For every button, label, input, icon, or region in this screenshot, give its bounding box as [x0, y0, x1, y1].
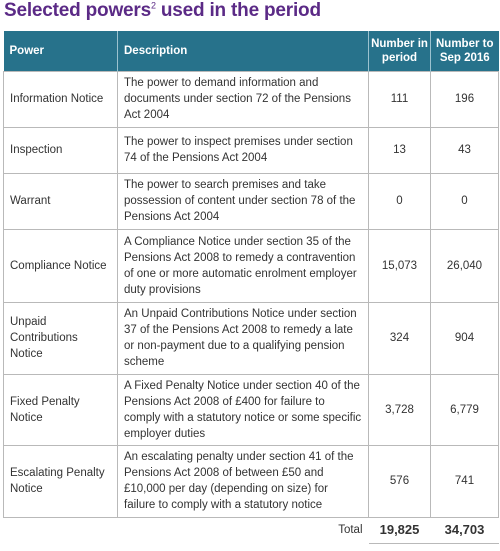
header-number-to-date: Number to Sep 2016	[431, 31, 499, 71]
power-cell: Compliance Notice	[4, 229, 118, 302]
power-cell: Information Notice	[4, 71, 118, 127]
table-header-row	[4, 31, 499, 71]
power-cell: Escalating Penalty Notice	[4, 445, 118, 517]
period-count-cell: 0	[369, 173, 431, 229]
power-cell: Fixed Penalty Notice	[4, 374, 118, 445]
title-footnote-marker: 2	[150, 0, 156, 11]
period-count-cell: 3,728	[369, 374, 431, 445]
total-label: Total	[118, 517, 369, 543]
power-cell: Unpaid Contributions Notice	[4, 302, 118, 374]
power-cell: Inspection	[4, 127, 118, 173]
table-row	[4, 71, 499, 127]
description-cell: A Fixed Penalty Notice under section 40 of the Pensions Act 2008 of £400 for failure to comply with a statutory notice or some specific employer duties	[118, 374, 369, 445]
table-row	[4, 445, 499, 517]
description-cell: The power to search premises and take possession of content under section 78 of the Pensions Act 2004	[118, 173, 369, 229]
period-count-cell: 111	[369, 71, 431, 127]
total-period: 19,825	[369, 517, 431, 543]
to-date-count-cell: 43	[431, 127, 499, 173]
table-row	[4, 229, 499, 302]
total-to-date: 34,703	[431, 517, 499, 543]
to-date-count-cell: 0	[431, 173, 499, 229]
page-title	[4, 0, 321, 24]
to-date-count-cell: 741	[431, 445, 499, 517]
header-number-in-period: Number in period	[369, 31, 431, 71]
table-row	[4, 127, 499, 173]
to-date-count-cell: 6,779	[431, 374, 499, 445]
to-date-count-cell: 26,040	[431, 229, 499, 302]
power-cell: Warrant	[4, 173, 118, 229]
period-count-cell: 576	[369, 445, 431, 517]
total-spacer	[4, 517, 118, 543]
description-cell: An Unpaid Contributions Notice under section 37 of the Pensions Act 2008 to remedy a late or non-payment due to a qualifying pension scheme	[118, 302, 369, 374]
total-row	[4, 517, 499, 543]
description-cell: The power to inspect premises under section 74 of the Pensions Act 2004	[118, 127, 369, 173]
period-count-cell: 13	[369, 127, 431, 173]
to-date-count-cell: 904	[431, 302, 499, 374]
header-description: Description	[118, 31, 369, 71]
powers-table	[3, 31, 499, 544]
table-row	[4, 302, 499, 374]
title-text: Selected powers	[4, 0, 151, 21]
description-cell: A Compliance Notice under section 35 of the Pensions Act 2008 to remedy a contravention of one or more automatic enrolment employer duty provisions	[118, 229, 369, 302]
to-date-count-cell: 196	[431, 71, 499, 127]
description-cell: The power to demand information and documents under section 72 of the Pensions Act 2004	[118, 71, 369, 127]
table-row	[4, 173, 499, 229]
header-power: Power	[4, 31, 118, 71]
table-row	[4, 374, 499, 445]
period-count-cell: 15,073	[369, 229, 431, 302]
description-cell: An escalating penalty under section 41 of the Pensions Act 2008 of between £50 and £10,000 per day (depending on size) for failure to comply with a statutory notice	[118, 445, 369, 517]
period-count-cell: 324	[369, 302, 431, 374]
title-suffix: used in the period	[155, 0, 321, 21]
